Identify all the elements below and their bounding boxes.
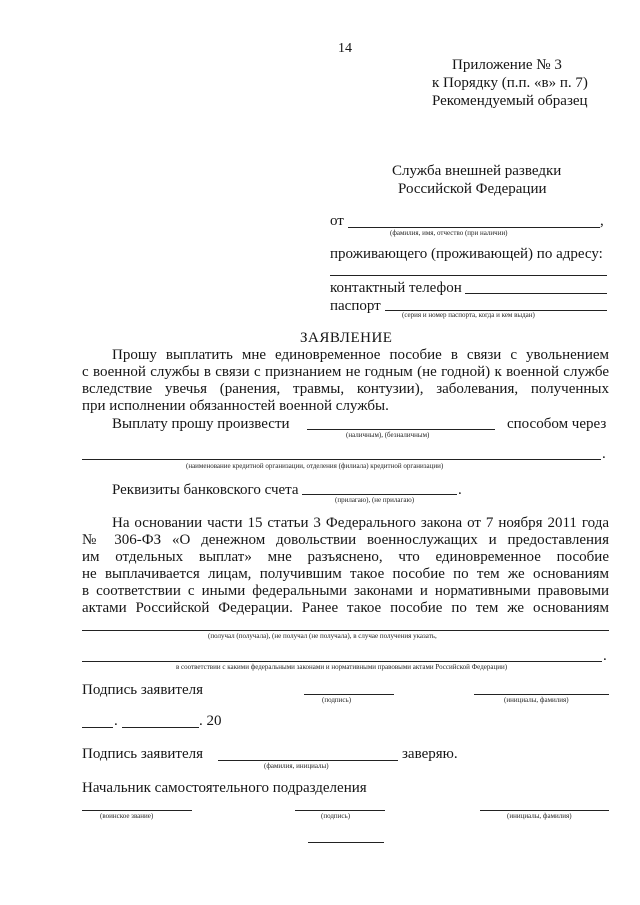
order-reference: к Порядку (п.п. «в» п. 7) xyxy=(432,75,588,91)
basis-line-5: в соответствии с иными федеральными законами и нормативными правовыми xyxy=(82,583,609,599)
certify-end: заверяю. xyxy=(402,746,458,762)
head-rank-field[interactable] xyxy=(82,810,192,811)
phone-field[interactable] xyxy=(465,293,607,294)
addressee-line-1: Служба внешней разведки xyxy=(392,163,562,179)
date-year-prefix: . 20 xyxy=(199,713,222,729)
signature-name-hint: (инициалы, фамилия) xyxy=(504,696,569,704)
certify-label: Подпись заявителя xyxy=(82,746,204,762)
request-line-3: вследствие увечья (ранения, травмы, контузии), заболевания, полученных xyxy=(82,381,609,397)
request-line-1: Прошу выплатить мне единовременное пособие в связи с увольнением xyxy=(112,347,609,363)
from-hint: (фамилия, имя, отчество (при наличии) xyxy=(390,229,508,237)
addressee-line-2: Российской Федерации xyxy=(398,181,547,197)
date-separator: . xyxy=(114,713,118,729)
document-title: ЗАЯВЛЕНИЕ xyxy=(300,330,393,346)
date-month-field[interactable] xyxy=(122,727,199,728)
from-field[interactable] xyxy=(348,227,600,228)
laws-field[interactable] xyxy=(82,661,602,662)
received-hint: (получал (получала), (не получал (не получала), в случае получения указать, xyxy=(208,632,437,640)
credit-organization-field[interactable] xyxy=(82,459,601,460)
head-rank-hint: (воинское звание) xyxy=(100,812,154,820)
head-sign-field[interactable] xyxy=(295,810,385,811)
received-field[interactable] xyxy=(82,630,609,631)
phone-label: контактный телефон xyxy=(330,280,462,296)
date-day-field[interactable] xyxy=(82,727,113,728)
laws-hint: в соответствии с какими федеральными законами и нормативными правовыми актами Российской Федерации) xyxy=(176,663,508,671)
head-sign-hint: (подпись) xyxy=(321,812,351,820)
basis-line-2: № 306-ФЗ «О денежном довольствии военнослужащих и предоставления xyxy=(82,532,609,548)
bottom-divider xyxy=(308,842,384,843)
payment-method-field[interactable] xyxy=(307,429,495,430)
bank-field[interactable] xyxy=(302,494,457,495)
passport-label: паспорт xyxy=(330,298,381,314)
passport-hint: (серия и номер паспорта, когда и кем выдан) xyxy=(402,311,535,319)
payment-method-suffix: способом через xyxy=(507,416,607,432)
address-label: проживающего (проживающей) по адресу: xyxy=(330,246,603,262)
address-field[interactable] xyxy=(330,275,607,276)
basis-line-6: актами Российской Федерации. Ранее такое пособие по тем же основаниям xyxy=(82,600,609,616)
bank-end: . xyxy=(458,482,462,498)
signature-label: Подпись заявителя xyxy=(82,682,204,698)
certify-hint: (фамилия, инициалы) xyxy=(264,762,329,770)
certify-field[interactable] xyxy=(218,760,398,761)
signature-field[interactable] xyxy=(304,694,394,695)
from-label: от xyxy=(330,213,344,229)
signature-name-field[interactable] xyxy=(474,694,609,695)
sample-label: Рекомендуемый образец xyxy=(432,93,588,109)
basis-line-3: им отдельных выплат» мне разъяснено, что единовременное пособие xyxy=(82,549,609,565)
head-name-hint: (инициалы, фамилия) xyxy=(507,812,572,820)
bank-hint: (прилагаю), (не прилагаю) xyxy=(335,496,415,504)
appendix-label: Приложение № 3 xyxy=(452,57,562,73)
head-name-field[interactable] xyxy=(480,810,609,811)
bank-label: Реквизиты банковского счета xyxy=(112,482,299,498)
page-number: 14 xyxy=(338,41,352,56)
from-comma: , xyxy=(600,213,604,229)
head-label: Начальник самостоятельного подразделения xyxy=(82,780,367,796)
signature-hint: (подпись) xyxy=(322,696,352,704)
basis-line-1: На основании части 15 статьи 3 Федерального закона от 7 ноября 2011 года xyxy=(112,515,609,531)
laws-end: . xyxy=(603,648,607,664)
payment-label: Выплату прошу произвести xyxy=(112,416,290,432)
basis-line-4: не выплачивается лицам, получившим такое пособие по тем же основаниям xyxy=(82,566,609,582)
request-line-2: с военной службы в связи с признанием не годным (не годной) к военной службе xyxy=(82,364,609,380)
payment-method-hint: (наличным), (безналичным) xyxy=(346,431,430,439)
credit-organization-hint: (наименование кредитной организации, отделения (филиала) кредитной организации) xyxy=(186,462,444,470)
credit-organization-end: . xyxy=(602,446,606,462)
request-line-4: при исполнении обязанностей военной службы. xyxy=(82,398,389,414)
